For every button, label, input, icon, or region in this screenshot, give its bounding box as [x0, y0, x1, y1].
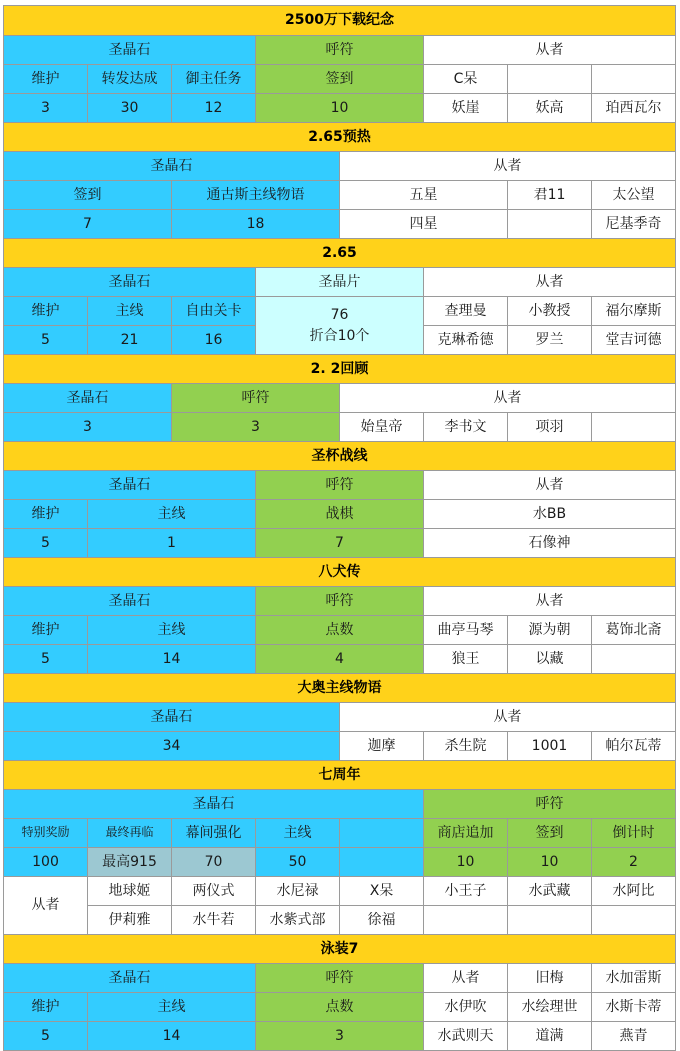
- section-title: 大奥主线物语: [4, 674, 676, 703]
- table-cell: 始皇帝: [340, 413, 424, 442]
- table-cell: 签到: [256, 65, 424, 94]
- table-cell: 狼王: [424, 645, 508, 674]
- section-title: 七周年: [4, 761, 676, 790]
- section-title: 2. 2回顾: [4, 355, 676, 384]
- table-cell: 圣晶片: [256, 268, 424, 297]
- table-cell: 小王子: [424, 877, 508, 906]
- table-cell: 14: [88, 1022, 256, 1051]
- table-cell: 圣晶石: [4, 268, 256, 297]
- table-cell: 圣晶石: [4, 384, 172, 413]
- empty-cell: [592, 645, 676, 674]
- table-cell: 妖崖: [424, 94, 508, 123]
- table-cell: 水加雷斯: [592, 964, 676, 993]
- empty-cell: [340, 848, 424, 877]
- table-cell: 水斯卡蒂: [592, 993, 676, 1022]
- empty-cell: [424, 906, 508, 935]
- table-cell: 3: [4, 94, 88, 123]
- table-cell: 76 折合10个: [256, 297, 424, 355]
- section-title: 圣杯战线: [4, 442, 676, 471]
- table-cell: 圣晶石: [4, 703, 340, 732]
- table-cell: 水武则天: [424, 1022, 508, 1051]
- table-cell: 从者: [4, 877, 88, 935]
- table-cell: 燕青: [592, 1022, 676, 1051]
- table-cell: 圣晶石: [4, 964, 256, 993]
- section-title: 八犬传: [4, 558, 676, 587]
- table-cell: 项羽: [508, 413, 592, 442]
- table-cell: 帕尔瓦蒂: [592, 732, 676, 761]
- table-cell: 水绘理世: [508, 993, 592, 1022]
- table-cell: 自由关卡: [172, 297, 256, 326]
- table-cell: 3: [4, 413, 172, 442]
- table-cell: 呼符: [172, 384, 340, 413]
- table-cell: 五星: [340, 181, 508, 210]
- table-cell: X呆: [340, 877, 424, 906]
- table-cell: 5: [4, 326, 88, 355]
- section-title: 2.65: [4, 239, 676, 268]
- empty-cell: [340, 819, 424, 848]
- table-cell: 50: [256, 848, 340, 877]
- table-cell: 从者: [340, 703, 676, 732]
- table-cell: 7: [256, 529, 424, 558]
- table-cell: 7: [4, 210, 172, 239]
- table-cell: 圣晶石: [4, 790, 424, 819]
- table-cell: 水阿比: [592, 877, 676, 906]
- empty-cell: [508, 65, 592, 94]
- table-cell: 18: [172, 210, 340, 239]
- table-cell: 堂吉诃德: [592, 326, 676, 355]
- table-cell: 最终再临: [88, 819, 172, 848]
- table-cell: 1001: [508, 732, 592, 761]
- table-cell: 呼符: [256, 471, 424, 500]
- table-cell: 维护: [4, 500, 88, 529]
- table-cell: 维护: [4, 65, 88, 94]
- table-cell: 李书文: [424, 413, 508, 442]
- table-cell: 道满: [508, 1022, 592, 1051]
- table-cell: 呼符: [256, 964, 424, 993]
- table-cell: 圣晶石: [4, 471, 256, 500]
- table-cell: 以藏: [508, 645, 592, 674]
- table-cell: 水牛若: [172, 906, 256, 935]
- table-cell: 最高915: [88, 848, 172, 877]
- table-cell: 迦摩: [340, 732, 424, 761]
- table-cell: 葛饰北斋: [592, 616, 676, 645]
- table-cell: 水武藏: [508, 877, 592, 906]
- table-cell: 4: [256, 645, 424, 674]
- table-cell: 10: [256, 94, 424, 123]
- table-cell: 10: [508, 848, 592, 877]
- table-cell: 1: [88, 529, 256, 558]
- table-cell: 从者: [340, 384, 676, 413]
- table-cell: 从者: [424, 36, 676, 65]
- table-cell: 徐福: [340, 906, 424, 935]
- table-cell: 12: [172, 94, 256, 123]
- table-cell: 妖高: [508, 94, 592, 123]
- empty-cell: [592, 65, 676, 94]
- table-cell: 主线: [88, 616, 256, 645]
- table-cell: 克琳希德: [424, 326, 508, 355]
- table-cell: 从者: [424, 964, 508, 993]
- table-cell: 通古斯主线物语: [172, 181, 340, 210]
- table-cell: 主线: [256, 819, 340, 848]
- table-cell: 圣晶石: [4, 152, 340, 181]
- table-cell: 水BB: [424, 500, 676, 529]
- table-cell: 签到: [4, 181, 172, 210]
- table-cell: 战棋: [256, 500, 424, 529]
- section-title: 2500万下载纪念: [4, 6, 676, 36]
- section-title: 2.65预热: [4, 123, 676, 152]
- table-cell: 石像神: [424, 529, 676, 558]
- table-cell: 水紫式部: [256, 906, 340, 935]
- table-cell: 杀生院: [424, 732, 508, 761]
- table-cell: 14: [88, 645, 256, 674]
- table-cell: 呼符: [256, 587, 424, 616]
- table-cell: 商店追加: [424, 819, 508, 848]
- table-cell: 查理曼: [424, 297, 508, 326]
- empty-cell: [508, 906, 592, 935]
- table-cell: 四星: [340, 210, 508, 239]
- table-cell: 34: [4, 732, 340, 761]
- table-cell: 维护: [4, 993, 88, 1022]
- empty-cell: [592, 906, 676, 935]
- table-cell: 主线: [88, 500, 256, 529]
- table-cell: 水尼禄: [256, 877, 340, 906]
- table-cell: 小教授: [508, 297, 592, 326]
- table-cell: 维护: [4, 297, 88, 326]
- table-cell: 从者: [340, 152, 676, 181]
- table-cell: 君11: [508, 181, 592, 210]
- table-cell: 16: [172, 326, 256, 355]
- table-cell: 呼符: [424, 790, 676, 819]
- table-cell: 旧梅: [508, 964, 592, 993]
- table-cell: 点数: [256, 993, 424, 1022]
- table-cell: 珀西瓦尔: [592, 94, 676, 123]
- table-cell: 地球姬: [88, 877, 172, 906]
- table-cell: 2: [592, 848, 676, 877]
- table-cell: 倒计时: [592, 819, 676, 848]
- table-cell: 圣晶石: [4, 587, 256, 616]
- table-cell: 维护: [4, 616, 88, 645]
- table-cell: 尼基季奇: [592, 210, 676, 239]
- table-cell: 御主任务: [172, 65, 256, 94]
- table-cell: 罗兰: [508, 326, 592, 355]
- table-cell: 福尔摩斯: [592, 297, 676, 326]
- table-cell: 曲亭马琴: [424, 616, 508, 645]
- table-cell: 两仪式: [172, 877, 256, 906]
- table-cell: 签到: [508, 819, 592, 848]
- table-cell: 转发达成: [88, 65, 172, 94]
- table-cell: 太公望: [592, 181, 676, 210]
- section-title: 泳装7: [4, 935, 676, 964]
- table-cell: 3: [256, 1022, 424, 1051]
- table-cell: 30: [88, 94, 172, 123]
- table-cell: 5: [4, 645, 88, 674]
- table-cell: 3: [172, 413, 340, 442]
- table-cell: 幕间强化: [172, 819, 256, 848]
- table-cell: 70: [172, 848, 256, 877]
- empty-cell: [508, 210, 592, 239]
- table-cell: 伊莉雅: [88, 906, 172, 935]
- table-cell: 21: [88, 326, 172, 355]
- table-cell: 5: [4, 1022, 88, 1051]
- table-cell: 5: [4, 529, 88, 558]
- empty-cell: [592, 413, 676, 442]
- table-cell: 点数: [256, 616, 424, 645]
- table-cell: 从者: [424, 268, 676, 297]
- table-cell: 源为朝: [508, 616, 592, 645]
- table-cell: 呼符: [256, 36, 424, 65]
- table-cell: C呆: [424, 65, 508, 94]
- table-cell: 从者: [424, 471, 676, 500]
- table-cell: 从者: [424, 587, 676, 616]
- table-cell: 圣晶石: [4, 36, 256, 65]
- table-cell: 10: [424, 848, 508, 877]
- table-cell: 100: [4, 848, 88, 877]
- table-cell: 主线: [88, 297, 172, 326]
- table-cell: 特别奖励: [4, 819, 88, 848]
- table-cell: 主线: [88, 993, 256, 1022]
- table-cell: 水伊吹: [424, 993, 508, 1022]
